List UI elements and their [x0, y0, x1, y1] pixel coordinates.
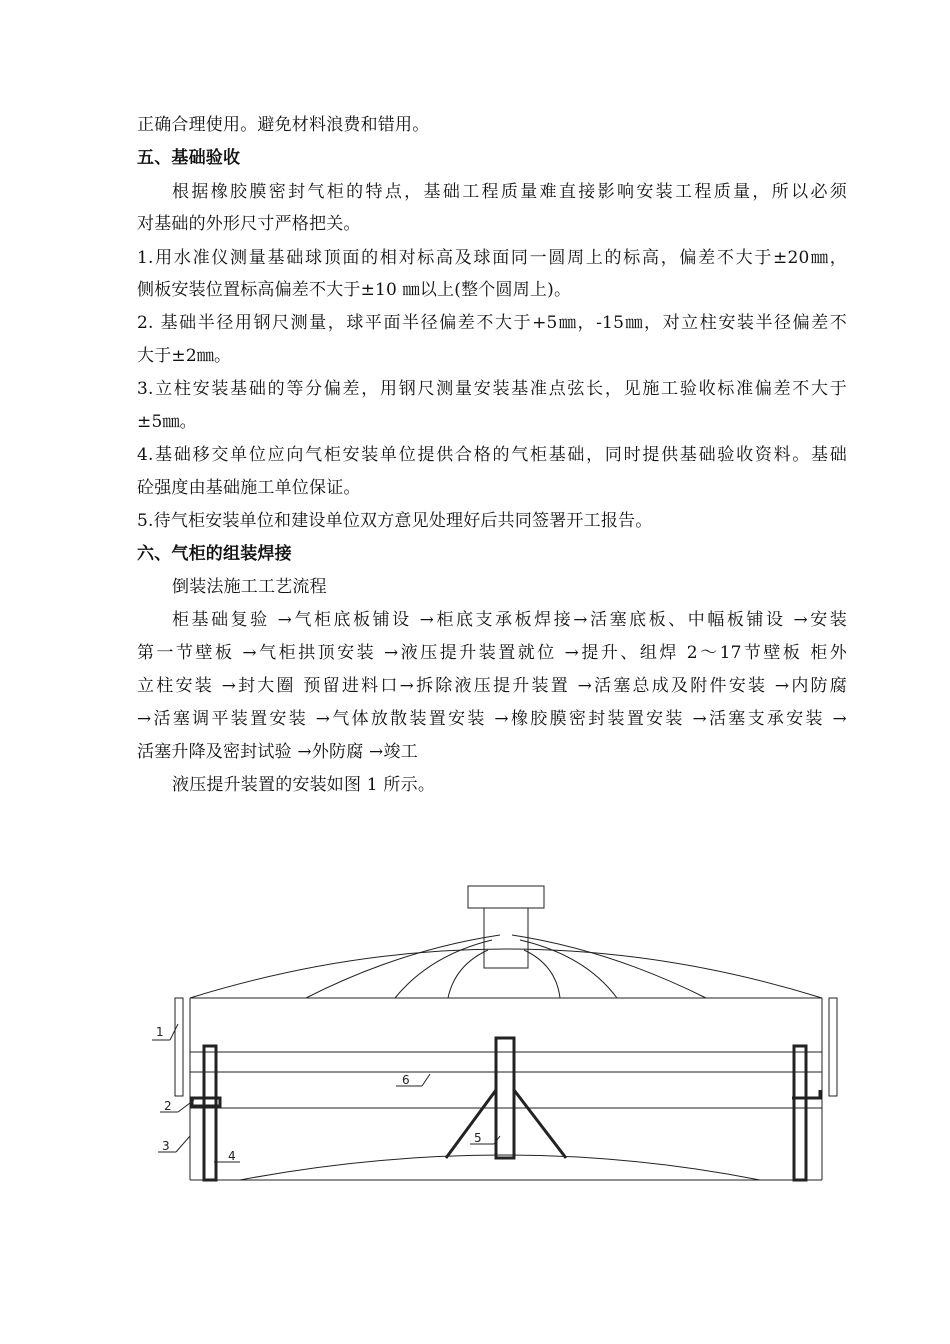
vent-pipe: [484, 908, 528, 968]
figure-caption-text: 液压提升装置的安装如图 1 所示。: [172, 775, 436, 795]
paragraph-line: 对基础的外形尺寸严格把关。: [137, 214, 361, 234]
vent-cap: [468, 886, 544, 908]
figure-label-5: 5: [474, 1131, 482, 1145]
flow-line: →活塞调平装置安装 →气体放散装置安装 →橡胶膜密封装置安装 →活塞支承安装 →: [137, 709, 847, 729]
dome-rib: [395, 940, 492, 998]
flow-line: 第一节壁板 →气柜拱顶安装 →液压提升装置就位 →提升、组焊 2～17节壁板 柜外: [137, 643, 847, 663]
center-brace-right: [514, 1090, 566, 1158]
list-item-5-line: 5.待气柜安装单位和建设单位双方意见处理好后共同签署开工报告。: [137, 511, 653, 531]
section-heading-5: 五、基础验收: [137, 148, 241, 168]
dome-rib: [524, 950, 560, 998]
figure-label-1: 1: [156, 1025, 164, 1039]
leader-line-1: [170, 1024, 178, 1040]
list-item-3-line: ±5㎜。: [137, 412, 197, 432]
figure-label-2: 2: [164, 1099, 172, 1113]
figure-label-4: 4: [228, 1149, 236, 1163]
hydraulic-lift-figure: [0, 860, 950, 1200]
figure-label-6: 6: [402, 1073, 410, 1087]
outer-plate-right: [829, 998, 837, 1096]
paragraph-line: 根据橡胶膜密封气柜的特点，基础工程质量难直接影响安装工程质量，所以必须: [172, 182, 847, 202]
paragraph-line: 正确合理使用。避免材料浪费和错用。: [137, 115, 430, 135]
list-item-2-line: 2. 基础半径用钢尺测量，球平面半径偏差不大于+5㎜，-15㎜，对立柱安装半径偏差不: [137, 313, 847, 333]
center-support-post: [496, 1038, 514, 1158]
leader-line-3: [176, 1136, 190, 1152]
flow-line: 柜基础复验 →气柜底板铺设 →柜底支承板焊接→活塞底板、中幅板铺设 →安装: [172, 610, 847, 630]
flow-line: 立柱安装 →封大圈 预留进料口→拆除液压提升装置 →活塞总成及附件安装 →内防腐: [137, 676, 847, 696]
paragraph-line: 倒装法施工工艺流程: [172, 577, 327, 597]
lift-column-right: [794, 1046, 806, 1180]
lift-column-left: [204, 1046, 216, 1180]
list-item-4-line: 4.基础移交单位应向气柜安装单位提供合格的气柜基础，同时提供基础验收资料。基础: [137, 445, 847, 465]
list-item-2-line: 大于±2㎜。: [137, 346, 232, 366]
section-heading-6: 六、气柜的组装焊接: [137, 544, 292, 564]
dome-rib: [520, 940, 617, 998]
list-item-1-line: 侧板安装位置标高偏差不大于±10 ㎜以上(整个圆周上)。: [137, 280, 572, 300]
center-brace-left: [446, 1090, 496, 1158]
dome-arc: [190, 949, 822, 998]
figure-label-3: 3: [162, 1139, 170, 1153]
leader-line-6: [422, 1074, 430, 1086]
list-item-4-line: 砼强度由基础施工单位保证。: [137, 478, 361, 498]
list-item-3-line: 3.立柱安装基础的等分偏差，用钢尺测量安装基准点弦长，见施工验收标准偏差不大于: [137, 379, 847, 399]
dome-rib: [448, 950, 488, 998]
outer-plate-left: [175, 998, 183, 1096]
list-item-1-line: 1.用水准仪测量基础球顶面的相对标高及球面同一圆周上的标高，偏差不大于±20㎜，: [137, 248, 847, 268]
flow-line: 活塞升降及密封试验 →外防腐 →竣工: [137, 742, 418, 762]
